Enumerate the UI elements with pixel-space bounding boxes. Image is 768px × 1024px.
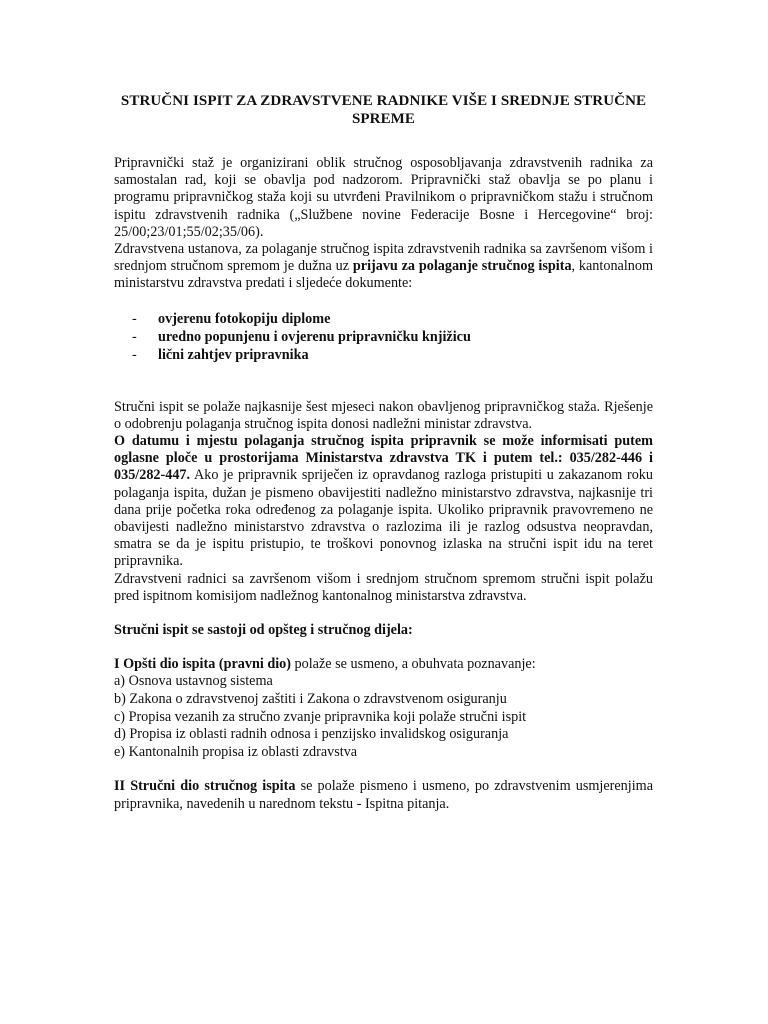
list-item [114,346,653,364]
topic-item: a) Osnova ustavnog sistema [114,673,273,690]
exam-info-emphasis: O datumu i mjestu polaganja stručnog ispita pripravnik se može informisati putem oglasne ploče u prostorijama Ministarstva zdravstva TK i putem tel.: 035/282-446 i 035/282-447. [114,433,653,484]
required-documents-list [114,310,653,364]
part1-intro-text: polaže se usmeno, a obuhvata poznavanje: [291,656,536,673]
list-item-text: lični zahtjev pripravnika [158,346,309,363]
topic-item: e) Kantonalnih propisa iz oblasti zdravstva [114,743,358,760]
application-emphasis: prijavu za polaganje stručnog ispita [352,258,572,275]
paragraph-commission: Zdravstveni radnici sa završenom višom i srednjom stručnom spremom stručni ispit polažu pred ispitnom komisijom nadležnog kantonalnog ministarstva zdravstva. [114,570,653,604]
list-item-text: ovjerenu fotokopiju diplome [158,310,331,327]
part2-title: II Stručni dio stručnog ispita [114,778,296,795]
topic-item: d) Propisa iz oblasti radnih odnosa i penzijsko invalidskog osiguranja [114,726,509,743]
part1-title: I Opšti dio ispita (pravni dio) [114,656,291,673]
document-title: STRUČNI ISPIT ZA ZDRAVSTVENE RADNIKE VIŠE I SREDNJE STRUČNE SPREME [120,93,647,127]
list-dash: - [132,346,137,363]
section-heading: Stručni ispit se sastoji od opšteg i stručnog dijela: [114,622,413,639]
exam-info-text: Ako je pripravnik spriječen iz opravdanog razloga pristupiti u zakazanom roku polaganja ispita, dužan je pismeno obavijestiti nadležno ministarstvo zdravstva, najkasnije tri dana prije početka roka određenog za polaganje ispita. Ukoliko pripravnik pravovremeno ne obavijesti nadležno ministarstvo zdravstva o razlozima ili je razlog odsustva neopravdan, smatra se da je ispitu pristupio, te troškovi ponovnog izlaska na stručni ispit idu na teret pripravnika. [114,467,653,570]
part2-paragraph [114,778,653,812]
topic-item: c) Propisa vezanih za stručno zvanje pripravnika koji polaže stručni ispit [114,708,527,725]
part2-text: se polaže pismeno i usmeno, po zdravstvenim usmjerenjima pripravnika, navedenih u narednom tekstu - Ispitna pitanja. [114,778,653,812]
list-dash: - [132,328,137,345]
list-item [114,310,653,328]
paragraph-exam-info [114,433,653,571]
paragraph-deadline: Stručni ispit se polaže najkasnije šest mjeseci nakon obavljenog pripravničkog staža. Rješenje o odobrenju polaganja stručnog ispita donosi nadležni ministar zdravstva. [114,398,653,432]
list-item-text: uredno popunjenu i ovjerenu pripravničku knjižicu [158,328,471,345]
part1-intro [114,656,653,673]
paragraph-application-tail: , kantonalnom ministarstvu zdravstva predati i sljedeće dokumente: [114,258,653,292]
topic-item: b) Zakona o zdravstvenoj zaštiti i Zakona o zdravstvenom osiguranju [114,691,507,708]
list-dash: - [132,310,137,327]
paragraph-internship: Pripravnički staž je organizirani oblik stručnog osposobljavanja zdravstvenih radnika za samostalan rad, koji se obavlja pod nadzorom. Pripravnički staž obavlja se po planu i programu pripravničkog staža koji su utvrđeni Pravilnikom o pripravničkom stažu i stručnom ispitu zdravstvenih radnika („Službene novine Federacije Bosne i Hercegovine“ broj: 25/00;23/01;55/02;35/06). [114,155,653,240]
paragraph-application [114,241,653,293]
list-item [114,328,653,346]
paragraph-application-text: Zdravstvena ustanova, za polaganje stručnog ispita zdravstvenih radnika sa završenom višom i srednjom stručnom spremom je dužna uz [114,241,653,275]
